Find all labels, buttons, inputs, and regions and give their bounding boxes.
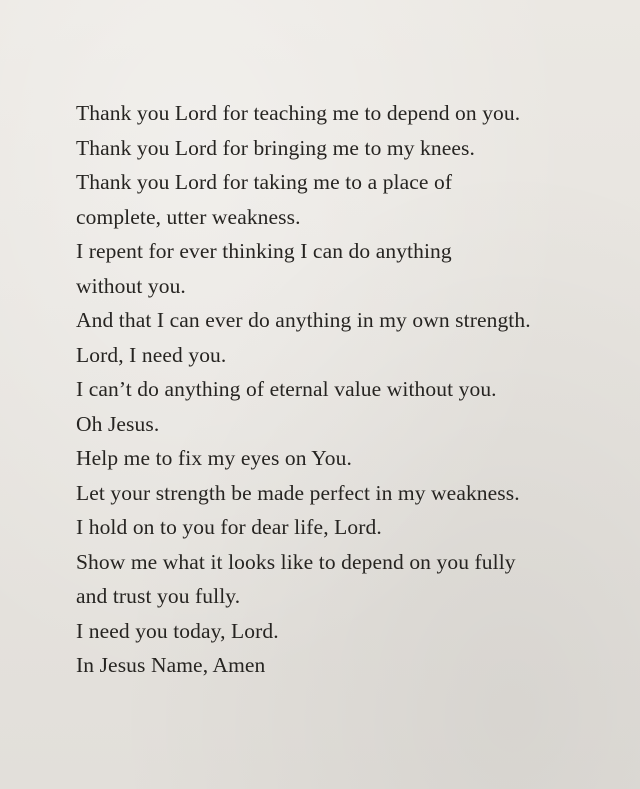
- prayer-line: I hold on to you for dear life, Lord.: [76, 515, 382, 539]
- prayer-line: I repent for ever thinking I can do anything: [76, 239, 452, 263]
- prayer-line: I can’t do anything of eternal value without you.: [76, 377, 497, 401]
- prayer-line: Oh Jesus.: [76, 411, 160, 436]
- prayer-line: Help me to fix my eyes on You.: [76, 446, 352, 470]
- prayer-text: [76, 96, 616, 683]
- prayer-line: I need you today, Lord.: [76, 618, 279, 643]
- prayer-line: without you.: [76, 273, 186, 298]
- prayer-line: and trust you fully.: [76, 584, 241, 608]
- prayer-line: Let your strength be made perfect in my weakness.: [76, 480, 520, 505]
- prayer-line: In Jesus Name, Amen: [76, 653, 266, 677]
- prayer-line: And that I can ever do anything in my own strength.: [76, 308, 531, 332]
- prayer-line: Thank you Lord for taking me to a place of: [76, 170, 453, 194]
- prayer-line: Thank you Lord for bringing me to my knees.: [76, 135, 475, 160]
- prayer-line: complete, utter weakness.: [76, 204, 301, 229]
- prayer-line: Lord, I need you.: [76, 342, 227, 367]
- prayer-line: Show me what it looks like to depend on you fully: [76, 549, 516, 574]
- prayer-line: Thank you Lord for teaching me to depend on you.: [76, 101, 521, 125]
